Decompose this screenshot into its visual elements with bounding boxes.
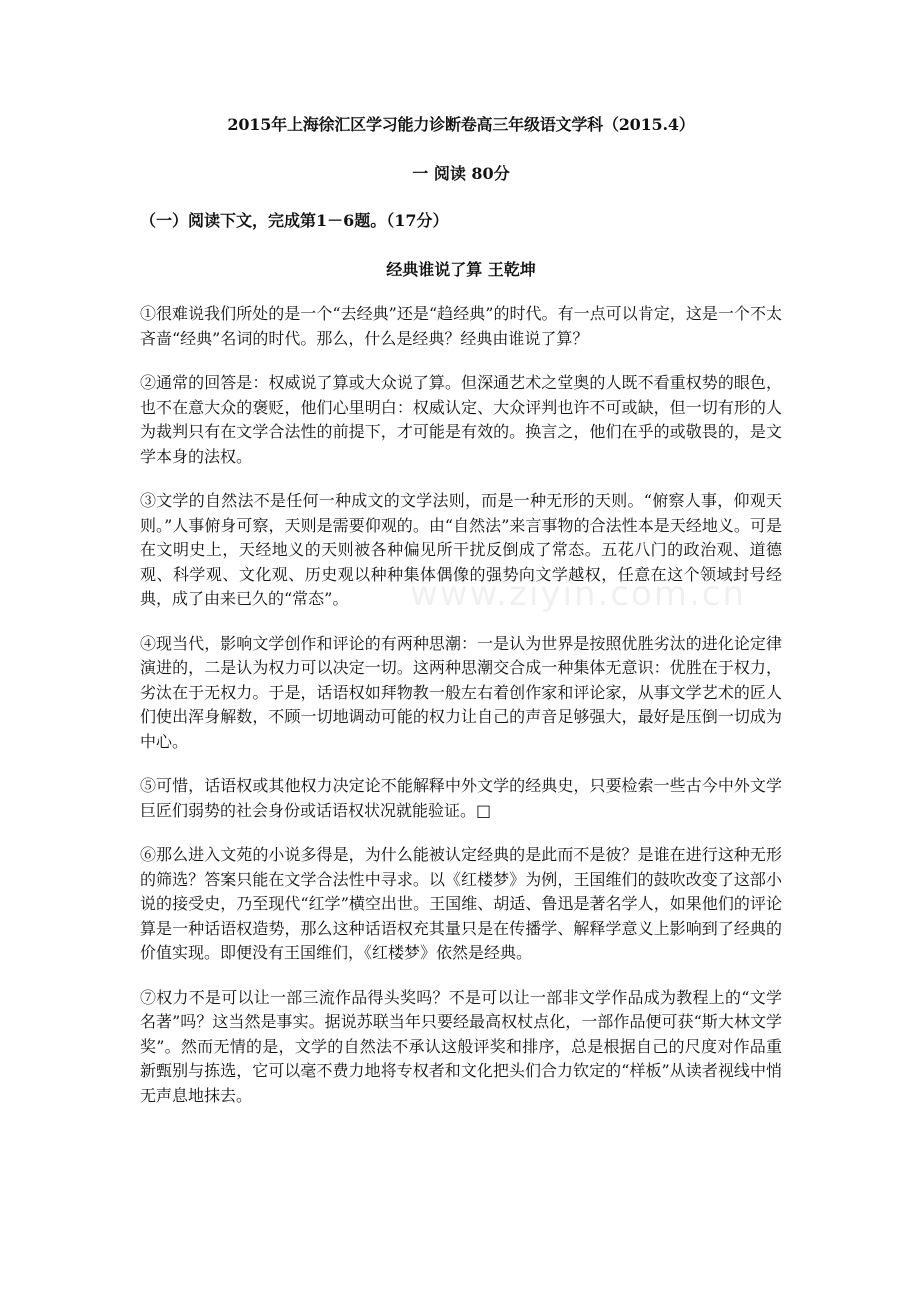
- paragraph-3: ③文学的自然法不是任何一种成文的文学法则，而是一种无形的天则。“俯察人事，仰观天则。”人事俯身可察，天则是需要仰观的。由“自然法”来言事物的合法性本是天经地义。可是在文明史上，天经地义的天则被各种偏见所干扰反倒成了常态。五花八门的政治观、道德观、科学观、文化观、历史观以种种集体偶像的强势向文学越权，任意在这个领域封号经典，成了由来已久的“常态”。: [140, 491, 782, 608]
- paragraph-4: ④现当代，影响文学创作和评论的有两种思潮：一是认为世界是按照优胜劣汰的进化论定律演进的，二是认为权力可以决定一切。这两种思潮交合成一种集体无意识：优胜在于权力，劣汰在于无权力。于是，话语权如拜物教一般左右着创作家和评论家，从事文学艺术的匠人们使出浑身解数，不顾一切地调动可能的权力让自己的声音足够强大，最好是压倒一切成为中心。: [140, 633, 782, 751]
- watermark: www.ziyin.com.cn: [410, 574, 746, 614]
- document-title: 2015年上海徐汇区学习能力诊断卷高三年级语文学科（2015.4）: [227, 115, 695, 134]
- section-title: 一 阅读 80分: [412, 164, 510, 183]
- paragraph-5: ⑤可惜，话语权或其他权力决定论不能解释中外文学的经典史，只要检索一些古今中外文学巨匠们弱势的社会身份或话语权状况就能验证。□: [140, 776, 782, 820]
- article-title: 经典谁说了算 王乾坤: [386, 260, 536, 279]
- paragraph-2: ②通常的回答是：权威说了算或大众说了算。但深通艺术之堂奥的人既不看重权势的眼色，也不在意大众的褒贬，他们心里明白：权威认定、大众评判也许不可或缺，但一切有形的人为裁判只有在文学合法性的前提下，才可能是有效的。换言之，他们在乎的或敬畏的，是文学本身的法权。: [140, 373, 782, 466]
- paragraph-1: ①很难说我们所处的是一个“去经典”还是“趋经典”的时代。有一点可以肯定，这是一个不太吝啬“经典”名词的时代。那么，什么是经典？经典由谁说了算？: [140, 304, 782, 348]
- paragraph-7: ⑦权力不是可以让一部三流作品得头奖吗？不是可以让一部非文学作品成为教程上的“文学名著”吗？这当然是事实。据说苏联当年只要经最高权杖点化，一部作品便可获“斯大林文学奖”。然而无情的是，文学的自然法不承认这般评奖和排序，总是根据自己的尺度对作品重新甄别与拣选，它可以毫不费力地将专权者和文化把头们合力钦定的“样板”从读者视线中悄无声息地抹去。: [140, 987, 782, 1105]
- question-instruction: （一）阅读下文，完成第1－6题。（17分）: [140, 211, 449, 230]
- document-page: [140, 112, 782, 1128]
- paragraph-6: ⑥那么进入文苑的小说多得是，为什么能被认定经典的是此而不是彼？是谁在进行这种无形的筛选？答案只能在文学合法性中寻求。以《红楼梦》为例，王国维们的鼓吹改变了这部小说的接受史，乃至现代“红学”横空出世。王国维、胡适、鲁迅是著名学人，如果他们的评论算是一种话语权造势，那么这种话语权充其量只是在传播学、解释学意义上影响到了经典的价值实现。即便没有王国维们，《红楼梦》依然是经典。: [140, 845, 782, 962]
